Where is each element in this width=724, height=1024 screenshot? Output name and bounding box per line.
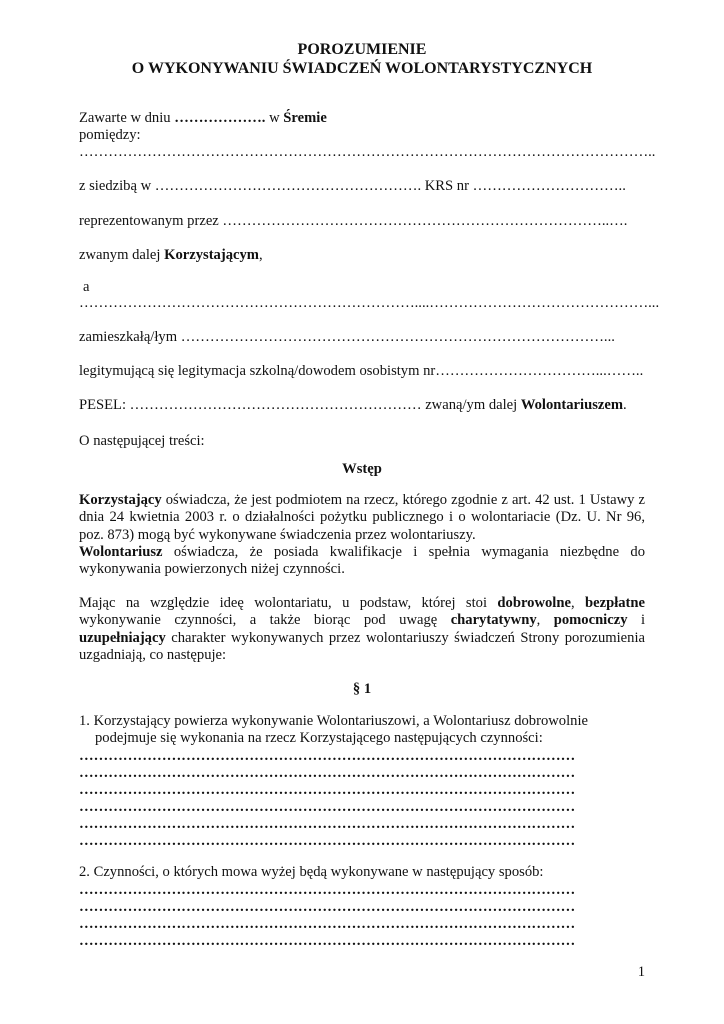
- pomiedzy-label: pomiędzy:: [79, 127, 141, 143]
- p1-lead: Korzystający: [79, 492, 162, 508]
- wolontariuszem-label: Wolontariuszem: [520, 397, 623, 413]
- p3-dobrowolne: dobrowolne: [497, 595, 571, 611]
- item1-line-2: podejmuje się wykonania na rzecz Korzystającego następujących czynności:: [95, 730, 543, 746]
- zawarte-prefix: Zawarte w dniu: [79, 110, 175, 126]
- fill-line: …………………………………………………………………………………………: [79, 748, 576, 764]
- party1-name-line: ………………………………………………………………………………………………………..: [79, 144, 656, 160]
- p3-text-f: i: [627, 612, 645, 629]
- party2-name-line: ……………………………………………………………....………………………………………...: [79, 295, 660, 311]
- zamieszkala-line: zamieszkałą/łym ……………………………………………………………………………...: [79, 329, 615, 345]
- p3-text-e: ,: [536, 612, 554, 629]
- period: .: [623, 397, 627, 413]
- fill-line: …………………………………………………………………………………………: [79, 816, 576, 832]
- wstep-heading: Wstęp: [342, 461, 382, 477]
- korzystajacym-label: Korzystającym: [164, 247, 259, 263]
- place-name: Śremie: [283, 110, 327, 126]
- date-placeholder: ……………….: [174, 110, 266, 126]
- fill-line: …………………………………………………………………………………………: [79, 799, 576, 815]
- fill-line: …………………………………………………………………………………………: [79, 782, 576, 798]
- p3-text-a: Mając na względzie ideę wolontariatu, u podstaw, której stoi: [79, 595, 498, 611]
- pesel-line: [79, 396, 627, 414]
- title-line-2: O WYKONYWANIU ŚWIADCZEŃ WOLONTARYSTYCZNYCH: [131, 60, 593, 77]
- p3-bezplatne: bezpłatne: [585, 595, 645, 611]
- pesel-prefix: PESEL: …………………………………………………… zwaną/ym dalej: [79, 397, 521, 413]
- fill-line: …………………………………………………………………………………………: [79, 765, 576, 781]
- item1-line-1: 1. Korzystający powierza wykonywanie Wolontariuszowi, a Wolontariusz dobrowolnie: [79, 713, 588, 729]
- siedziba-line: z siedzibą w ………………………………………………. KRS nr …………………………..: [79, 178, 626, 194]
- item2-line: 2. Czynności, o których mowa wyżej będą wykonywane w następujący sposób:: [79, 864, 544, 880]
- page-number: 1: [637, 964, 645, 980]
- reprezentowanym-line: reprezentowanym przez ……………………………………………………………………..….: [79, 213, 628, 229]
- nastepujacej-tresci: O następującej treści:: [79, 433, 205, 449]
- p3-pomocniczy: pomocniczy: [553, 612, 628, 629]
- fill-line: …………………………………………………………………………………………: [79, 882, 576, 898]
- zawarte-line: [79, 109, 327, 127]
- legitymujaca-line: legitymującą się legitymacja szkolną/dowodem osobistym nr……………………………...……..: [79, 363, 644, 379]
- p3-text-c: ,: [570, 595, 585, 611]
- p3-charytatywny: charytatywny: [450, 612, 537, 629]
- p3-uzupelniajacy: uzupełniający: [79, 629, 166, 646]
- a-connector: a: [83, 279, 90, 295]
- p2-lead: Wolontariusz: [79, 544, 163, 560]
- p3-text-g: charakter wykonywanych przez wolontariuszy świadczeń Strony porozumienia uzgadniają, co następuje:: [79, 629, 645, 664]
- w-text: w: [265, 110, 284, 126]
- fill-line: …………………………………………………………………………………………: [79, 916, 576, 932]
- section-1-heading: § 1: [352, 681, 372, 697]
- comma: ,: [258, 247, 263, 263]
- fill-line: …………………………………………………………………………………………: [79, 933, 576, 949]
- title-line-1: POROZUMIENIE: [297, 41, 427, 58]
- zwanym-prefix: zwanym dalej: [79, 247, 165, 263]
- wstep-paragraph-1: [79, 492, 645, 544]
- zwanym-line: [79, 246, 263, 264]
- p2-rest: oświadcza, że posiada kwalifikacje i spełnia wymagania niezbędne do wykonywania powierzonych niżej czynności.: [79, 544, 645, 578]
- fill-line: …………………………………………………………………………………………: [79, 833, 576, 849]
- wstep-paragraph-3: [79, 595, 645, 665]
- wstep-paragraph-2: [79, 544, 645, 579]
- p3-text-d: wykonywanie czynności, a także biorąc pod uwagę: [79, 612, 451, 629]
- fill-line: …………………………………………………………………………………………: [79, 899, 576, 915]
- p1-rest: oświadcza, że jest podmiotem na rzecz, którego zgodnie z art. 42 ust. 1 Ustawy z dnia 24 kwietnia 2003 r. o działalności pożytku publicznego i o wolontariacie (Dz. U. Nr 96, poz. 873) mogą być wykonywane świadczenia przez wolontariuszy.: [79, 492, 645, 543]
